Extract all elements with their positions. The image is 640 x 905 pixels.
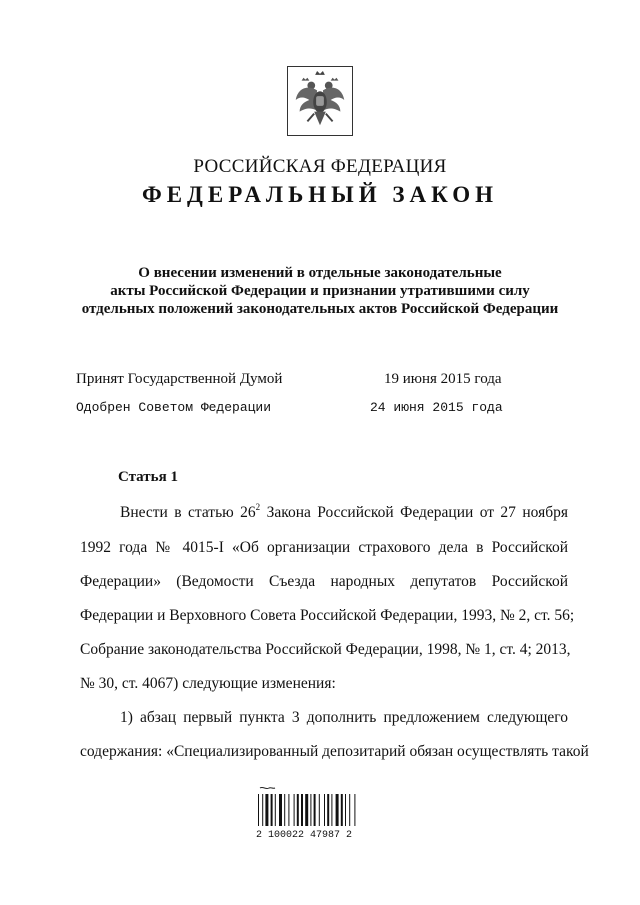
law-heading-line: акты Российской Федерации и признании утратившими силу	[110, 283, 530, 299]
barcode-bar	[354, 794, 355, 826]
article-body-line	[120, 504, 568, 522]
barcode-bar	[305, 794, 308, 826]
barcode-bar	[258, 794, 259, 826]
document-type-title: ФЕДЕРАЛЬНЫЙ ЗАКОН	[141, 182, 499, 207]
barcode-bar	[271, 794, 273, 826]
barcode	[254, 786, 378, 846]
approval-date-council: 24 июня 2015 года	[370, 400, 503, 415]
barcode-bar	[345, 794, 346, 826]
barcode-bar	[314, 794, 316, 826]
article-text: Внести в статью 26	[120, 504, 256, 521]
barcode-bar	[265, 794, 268, 826]
article-text: Закона Российской Федерации от 27 ноября	[260, 504, 568, 521]
barcode-bar	[310, 794, 311, 826]
article-body-line: № 30, ст. 4067) следующие изменения:	[80, 675, 336, 692]
barcode-bar	[297, 794, 299, 826]
article-body-line: Федерации» (Ведомости Съезда народных депутатов Российской	[80, 573, 568, 590]
barcode-bar	[324, 794, 325, 826]
barcode-bar	[336, 794, 339, 826]
law-heading-line: О внесении изменений в отдельные законодательные	[138, 265, 502, 281]
barcode-bar	[294, 794, 295, 826]
barcode-bar	[288, 794, 289, 826]
barcode-bar	[331, 794, 332, 826]
adoption-date-duma: 19 июня 2015 года	[384, 371, 502, 387]
article-body-line: Федерации и Верховного Совета Российской Федерации, 1993, № 2, ст. 56;	[80, 607, 575, 624]
barcode-bar	[319, 794, 320, 826]
barcode-bar	[349, 794, 350, 826]
barcode-bar	[284, 794, 285, 826]
barcode-number: 2 100022 47987 2	[256, 830, 353, 841]
barcode-icon	[254, 786, 378, 828]
double-headed-eagle-icon	[288, 67, 352, 135]
article-body-line: Собрание законодательства Российской Федерации, 1998, № 1, ст. 4; 2013,	[80, 641, 571, 658]
barcode-bar	[301, 794, 303, 826]
article-body-line: 1992 года № 4015-I «Об организации страхового дела в Российской	[80, 539, 568, 556]
article-title: Статья 1	[118, 469, 178, 485]
barcode-bar	[275, 794, 276, 826]
article-item-line: 1) абзац первый пункта 3 дополнить предложением следующего	[120, 709, 568, 726]
approved-by-council: Одобрен Советом Федерации	[76, 400, 272, 415]
country-name: РОССИЙСКАЯ ФЕДЕРАЦИЯ	[193, 156, 447, 177]
barcode-bar	[279, 794, 282, 826]
coat-of-arms-emblem	[287, 66, 353, 136]
article-superscript: 2	[255, 502, 261, 512]
barcode-bar	[327, 794, 329, 826]
article-item-line: содержания: «Специализированный депозитарий обязан осуществлять такой	[80, 743, 589, 760]
law-heading	[60, 264, 580, 318]
adopted-by-duma: Принят Государственной Думой	[76, 371, 283, 387]
barcode-bar	[341, 794, 343, 826]
law-heading-line: отдельных положений законодательных актов Российской Федерации	[81, 301, 559, 317]
barcode-bar	[262, 794, 263, 826]
